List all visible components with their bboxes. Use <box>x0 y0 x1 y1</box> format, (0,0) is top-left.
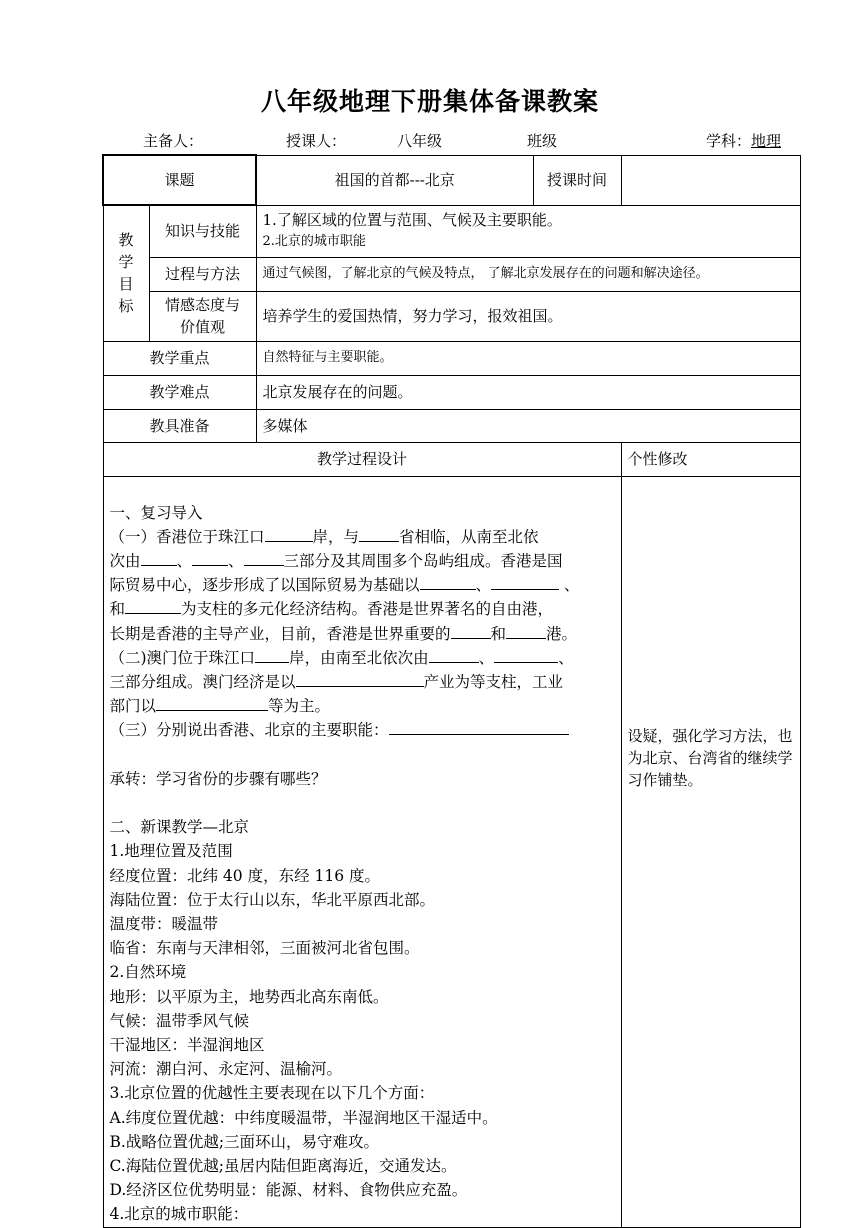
difficulty-label: 教学难点 <box>103 375 256 409</box>
hk-line-4: 和 为支柱的多元化经济结构。香港是世界著名的自由港， <box>110 597 615 621</box>
section-review: 一、复习导入 <box>109 503 203 522</box>
modify-header: 个性修改 <box>621 442 800 476</box>
knowledge-line-2: 2.北京的城市职能 <box>262 234 366 249</box>
process-line: 干湿地区：半湿润地区 <box>109 1035 265 1054</box>
emotion-label <box>149 291 256 341</box>
process-value: 通过气候图，了解北京的气候及特点， 了解北京发展存在的问题和解决途径。 <box>256 257 800 291</box>
grade-label: 八年级 <box>397 132 443 150</box>
process-line: 1.地理位置及范围 <box>109 842 233 861</box>
process-line: 经度位置：北纬 40 度，东经 116 度。 <box>109 866 381 885</box>
subject-label: 学科： <box>706 132 752 150</box>
process-line: 海陆位置：位于太行山以东，华北平原西北部。 <box>109 890 436 909</box>
section-new-lesson: 二、新课教学—北京 <box>109 818 250 837</box>
time-value <box>621 155 800 205</box>
topic-label: 课题 <box>103 155 256 205</box>
subject-field <box>706 130 781 151</box>
process-line: 气候：温带季风气候 <box>109 1011 250 1030</box>
hk-line-3: 际贸易中心，逐步形成了以国际贸易为基础以 、 、 <box>110 573 615 597</box>
macau-line-3: 部门以 等为主。 <box>110 694 615 718</box>
hk-line-5: 长期是香港的主导产业，目前，香港是世界重要的 和 港。 <box>110 622 615 646</box>
tools-label: 教具准备 <box>103 409 256 442</box>
knowledge-label: 知识与技能 <box>149 205 256 257</box>
modify-note: 设疑，强化学习方法，也为北京、台湾省的继续学习作铺垫。 <box>621 476 800 1227</box>
subject-value: 地理 <box>751 132 782 150</box>
knowledge-line-1: 1.了解区域的位置与范围、气候及主要职能。 <box>262 211 562 229</box>
process-line: 2.自然环境 <box>109 963 187 982</box>
process-line: A.纬度位置优越：中纬度暖温带，半湿润地区干湿适中。 <box>109 1108 498 1127</box>
transition: 承转：学习省份的步骤有哪些？ <box>109 769 327 788</box>
knowledge-value <box>256 205 800 257</box>
key-points-value: 自然特征与主要职能。 <box>256 341 800 375</box>
functions-question: （三）分别说出香港、北京的主要职能： <box>110 718 615 742</box>
process-line: 温度带：暖温带 <box>109 914 219 933</box>
goals-label <box>103 205 149 341</box>
key-points-label: 教学重点 <box>103 341 256 375</box>
emotion-label-line-2: 价值观 <box>180 318 226 336</box>
class-label: 班级 <box>527 132 558 150</box>
process-line: D.经济区位优势明显：能源、材料、食物供应充盈。 <box>109 1181 468 1200</box>
teacher-label: 授课人： <box>286 132 347 150</box>
emotion-value: 培养学生的爱国热情，努力学习，报效祖国。 <box>256 291 800 341</box>
topic-value: 祖国的首都---北京 <box>256 155 533 205</box>
macau-line-2: 三部分组成。澳门经济是以 产业为等支柱，工业 <box>110 670 615 694</box>
document-title: 八年级地理下册集体备课教案 <box>260 87 599 116</box>
lesson-plan-table <box>102 154 801 1228</box>
goals-char: 学 <box>118 253 134 272</box>
goals-char: 教 <box>118 231 134 250</box>
hk-line-1: （一）香港位于珠江口 岸，与 省相临，从南至北依 <box>110 525 615 549</box>
design-header: 教学过程设计 <box>103 442 621 476</box>
tools-value: 多媒体 <box>256 409 800 442</box>
time-label: 授课时间 <box>533 155 621 205</box>
process-line: 临省：东南与天津相邻，三面被河北省包围。 <box>109 939 420 958</box>
process-line: 地形：以平原为主，地势西北高东南低。 <box>109 987 389 1006</box>
process-line: C.海陆位置优越;虽居内陆但距离海近，交通发达。 <box>109 1156 457 1175</box>
teaching-process <box>103 476 621 1227</box>
process-line: B.战略位置优越;三面环山，易守难攻。 <box>109 1132 380 1151</box>
macau-line-1: （二)澳门位于珠江口 岸，由南至北依次由 、 、 <box>110 646 615 670</box>
process-line: 河流：潮白河、永定河、温榆河。 <box>109 1060 343 1079</box>
difficulty-value: 北京发展存在的问题。 <box>256 375 800 409</box>
goals-char: 目 <box>118 275 134 294</box>
process-label: 过程与方法 <box>149 257 256 291</box>
preparer-label: 主备人： <box>143 132 204 150</box>
process-line: 3.北京位置的优越性主要表现在以下几个方面： <box>109 1084 435 1103</box>
emotion-label-line-1: 情感态度与 <box>165 296 241 314</box>
process-line: 4.北京的城市职能： <box>109 1205 249 1224</box>
goals-char: 标 <box>118 297 134 316</box>
hk-line-2: 次由 、 、 三部分及其周围多个岛屿组成。香港是国 <box>110 549 615 573</box>
